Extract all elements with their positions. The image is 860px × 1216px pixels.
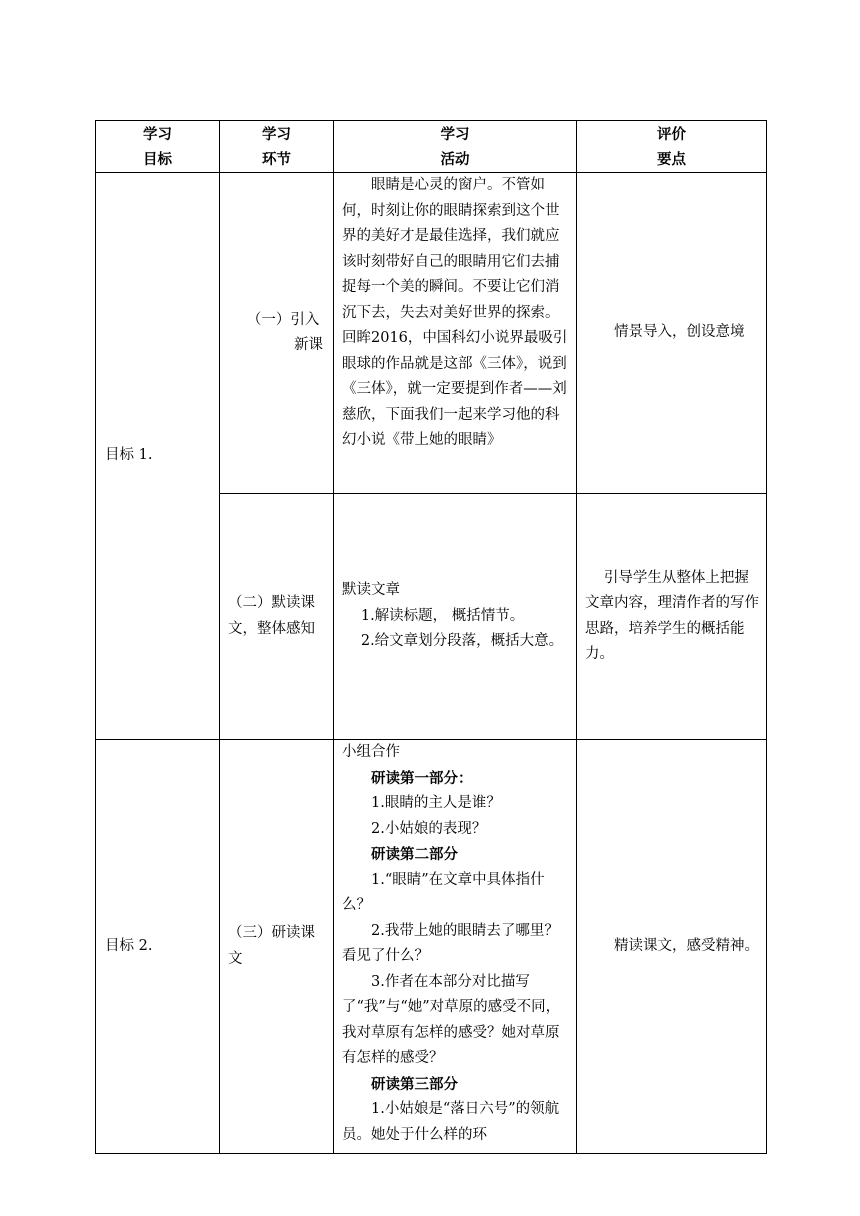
header-stage: 学习 环节	[220, 121, 334, 173]
lesson-plan-table	[95, 120, 767, 1154]
activity-cell-3: 小组合作 研读第一部分： 1.眼睛的主人是谁？ 2.小姑娘的表现？ 研读第二部分 1.“眼睛”在文章中具体指什么？ 2.我带上她的眼睛去了哪里？看见了什么？ 3.作者在本部分对比描写了“我”与“她”对草原的感受不同，我对草原有怎样的感受？她对草原有怎样的感受？ 研读第三部分 1.小姑娘是“落日六号”的领航员。她处于什么样的环	[334, 740, 577, 1154]
evaluation-cell-3: 精读课文，感受精神。	[577, 740, 767, 1154]
stage-cell-2: （二）默读课文，整体感知	[220, 494, 334, 740]
table-row	[96, 740, 767, 1154]
stage-cell-3: （三）研读课文	[220, 740, 334, 1154]
header-evaluation: 评价 要点	[577, 121, 767, 173]
activity-cell-1: 眼睛是心灵的窗户。不管如何，时刻让你的眼睛探索到这个世界的美好才是最佳选择，我们就应该时刻带好自己的眼睛用它们去捕捉每一个美的瞬间。不要让它们消沉下去，失去对美好世界的探索。回眸2016，中国科幻小说界最吸引眼球的作品就是这部《三体》，说到《三体》，就一定要提到作者——刘慈欣，下面我们一起来学习他的科幻小说《带上她的眼睛》	[334, 173, 577, 494]
table-header-row	[96, 121, 767, 173]
goal-cell-2: 目标 2.	[96, 740, 220, 1154]
goal-cell-1: 目标 1.	[96, 173, 220, 740]
stage-cell-1: （一）引入 新课	[220, 173, 334, 494]
table-row	[96, 173, 767, 494]
evaluation-cell-1: 情景导入，创设意境	[577, 173, 767, 494]
evaluation-cell-2: 引导学生从整体上把握文章内容，理清作者的写作思路，培养学生的概括能力。	[577, 494, 767, 740]
activity-cell-2: 默读文章 1.解读标题， 概括情节。 2.给文章划分段落，概括大意。	[334, 494, 577, 740]
header-activity: 学习 活动	[334, 121, 577, 173]
header-goal: 学习 目标	[96, 121, 220, 173]
